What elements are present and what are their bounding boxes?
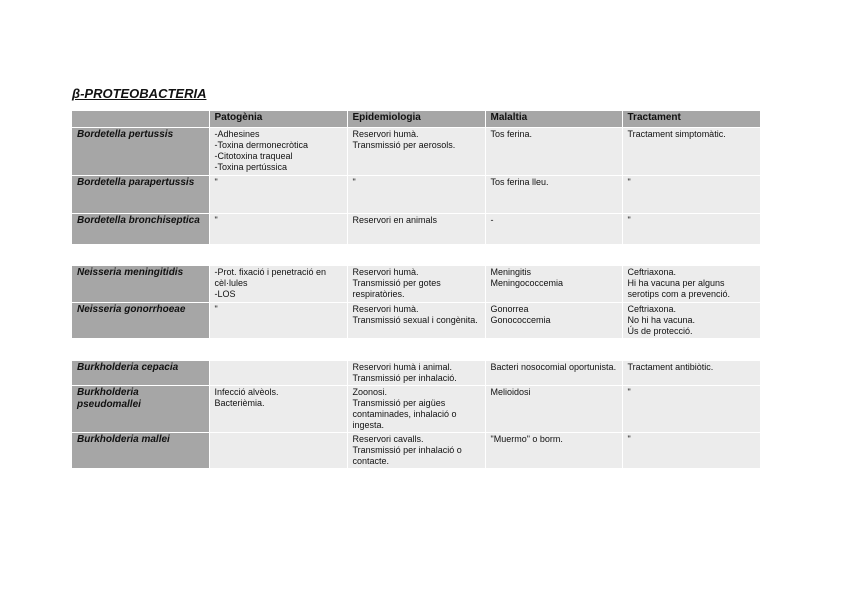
- cell-patogenia: -Adhesines -Toxina dermonecròtica -Citotoxina traqueal -Toxina pertússica: [209, 128, 347, 176]
- cell-epidemiologia: Reservori humà i animal. Transmissió per inhalació.: [347, 361, 485, 386]
- cell-malaltia: Meningitis Meningococcemia: [485, 266, 622, 302]
- table-row: [72, 386, 760, 433]
- table-row: [72, 433, 760, 469]
- cell-epidemiologia: Reservori humà. Transmissió per aerosols.: [347, 128, 485, 176]
- cell-epidemiologia: Reservori cavalls. Transmissió per inhalació o contacte.: [347, 433, 485, 469]
- header-empty: [72, 111, 209, 128]
- cell-epidemiologia: ": [347, 176, 485, 214]
- table-row: [72, 214, 760, 245]
- cell-malaltia: Gonorrea Gonococcemia: [485, 302, 622, 338]
- cell-tractament: ": [622, 433, 760, 469]
- header-tractament: Tractament: [622, 111, 760, 128]
- burkholderia-table: [72, 361, 760, 469]
- cell-tractament: Tractament antibiòtic.: [622, 361, 760, 386]
- organism-name: Burkholderia cepacia: [72, 361, 209, 386]
- cell-epidemiologia: Zoonosi. Transmissió per aigües contaminades, inhalació o ingesta.: [347, 386, 485, 433]
- cell-tractament: ": [622, 176, 760, 214]
- cell-epidemiologia: Reservori en animals: [347, 214, 485, 245]
- cell-tractament: Tractament simptomàtic.: [622, 128, 760, 176]
- cell-patogenia: ": [209, 176, 347, 214]
- cell-patogenia: [209, 433, 347, 469]
- table-row: [72, 361, 760, 386]
- cell-patogenia: Infecció alvèols. Bacterièmia.: [209, 386, 347, 433]
- cell-epidemiologia: Reservori humà. Transmissió per gotes respiratòries.: [347, 266, 485, 302]
- bordetella-table: [72, 111, 760, 245]
- header-row: [72, 111, 760, 128]
- cell-tractament: Ceftriaxona. Hi ha vacuna per alguns serotips com a prevenció.: [622, 266, 760, 302]
- organism-name: Neisseria meningitidis: [72, 266, 209, 302]
- cell-tractament: ": [622, 214, 760, 245]
- cell-patogenia: ": [209, 214, 347, 245]
- cell-tractament: Ceftriaxona. No hi ha vacuna. Ús de protecció.: [622, 302, 760, 338]
- cell-malaltia: Tos ferina.: [485, 128, 622, 176]
- neisseria-table: [72, 266, 760, 339]
- organism-name: Neisseria gonorrhoeae: [72, 302, 209, 338]
- table-row: [72, 302, 760, 338]
- cell-malaltia: -: [485, 214, 622, 245]
- table-row: [72, 176, 760, 214]
- cell-malaltia: Tos ferina lleu.: [485, 176, 622, 214]
- table-row: [72, 266, 760, 302]
- cell-patogenia: [209, 361, 347, 386]
- organism-name: Bordetella parapertussis: [72, 176, 209, 214]
- table-row: [72, 128, 760, 176]
- header-patogenia: Patogènia: [209, 111, 347, 128]
- cell-patogenia: -Prot. fixació i penetració en cèl·lules -LOS: [209, 266, 347, 302]
- organism-name: Burkholderia pseudomallei: [72, 386, 209, 433]
- cell-epidemiologia: Reservori humà. Transmissió sexual i congènita.: [347, 302, 485, 338]
- cell-malaltia: Melioidosi: [485, 386, 622, 433]
- cell-malaltia: "Muermo" o borm.: [485, 433, 622, 469]
- header-malaltia: Malaltia: [485, 111, 622, 128]
- organism-name: Bordetella pertussis: [72, 128, 209, 176]
- page-title: β-PROTEOBACTERIA: [72, 86, 207, 101]
- header-epidemiologia: Epidemiologia: [347, 111, 485, 128]
- cell-patogenia: ": [209, 302, 347, 338]
- cell-tractament: ": [622, 386, 760, 433]
- organism-name: Bordetella bronchiseptica: [72, 214, 209, 245]
- cell-malaltia: Bacteri nosocomial oportunista.: [485, 361, 622, 386]
- organism-name: Burkholderia mallei: [72, 433, 209, 469]
